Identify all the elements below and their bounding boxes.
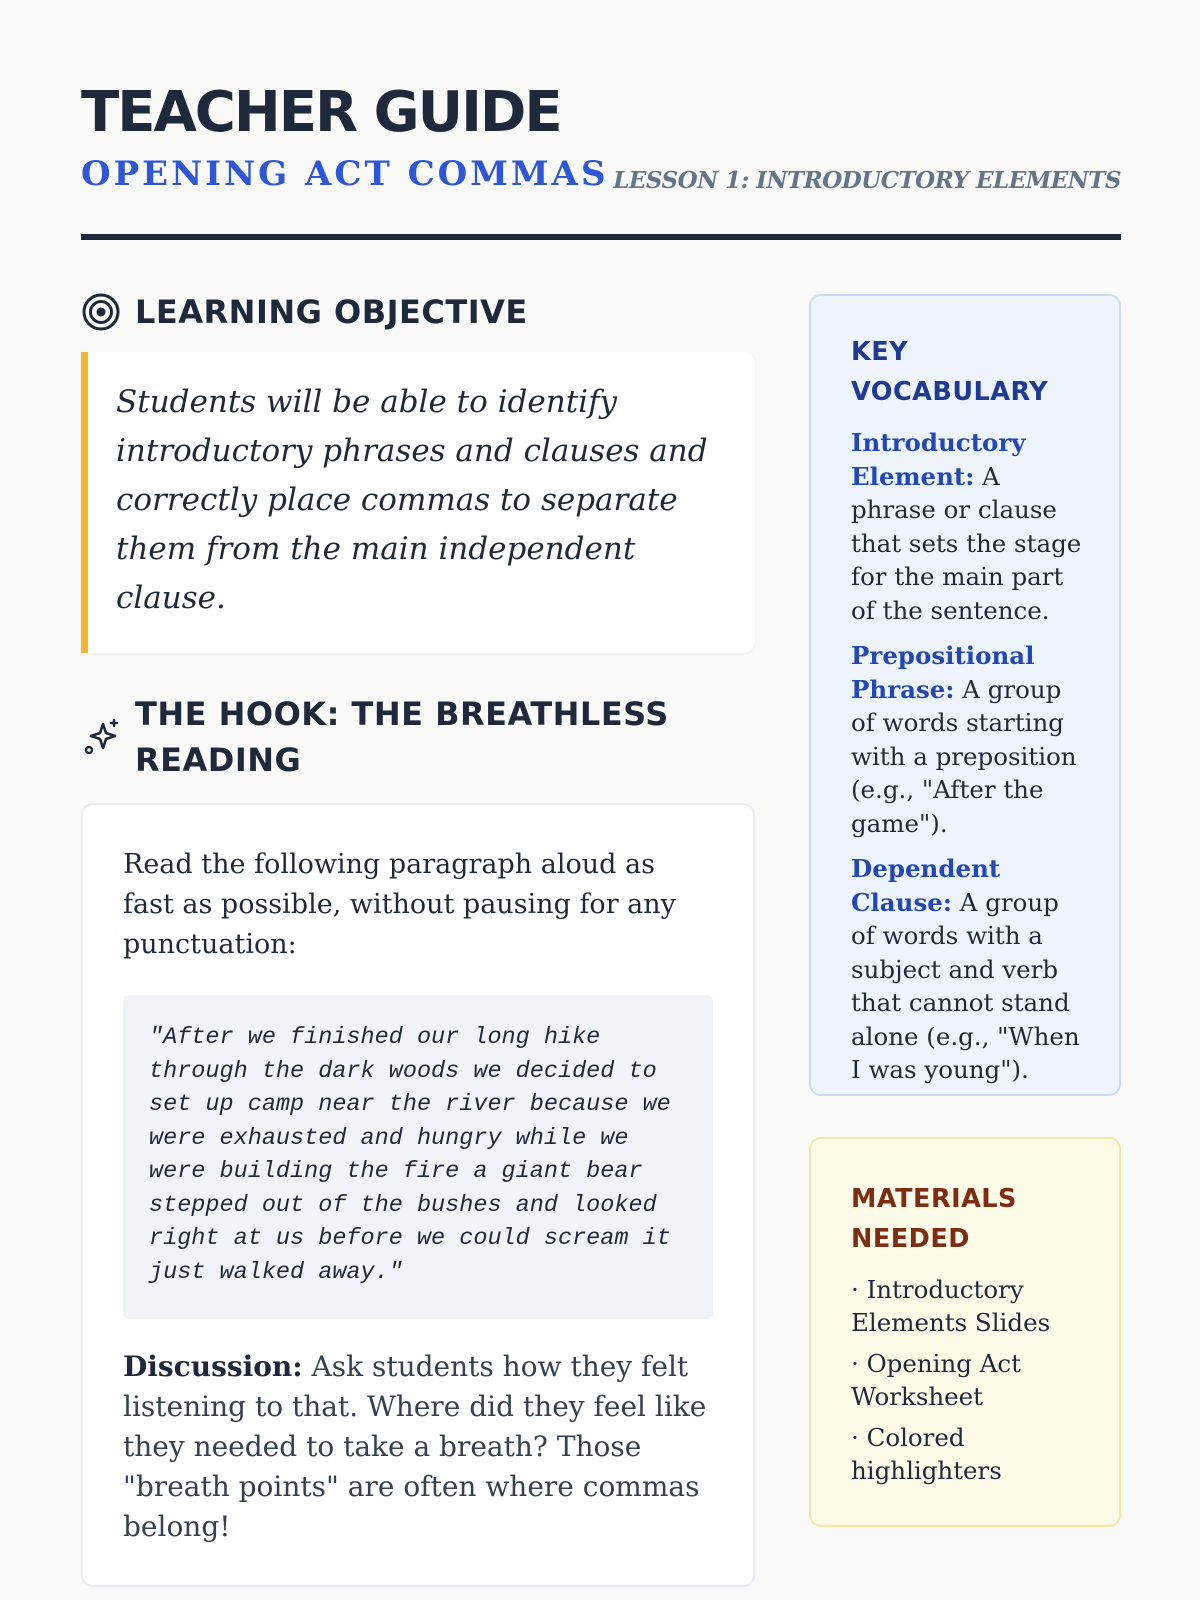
vocabulary-heading: KEY VOCABULARY <box>851 337 1049 407</box>
subtitle-row <box>81 152 1121 212</box>
list-item: · Opening Act Worksheet <box>851 1349 1021 1411</box>
vocab-definition: A group of words starting with a preposition (e.g., "After the game"). <box>851 674 1077 838</box>
main-column <box>81 290 755 1587</box>
vocab-term: Prepositional Phrase: <box>851 641 1035 704</box>
header-divider <box>81 234 1121 240</box>
lesson-label: LESSON 1: INTRODUCTORY ELEMENTS <box>613 167 1121 194</box>
vocab-term: Introductory Element: <box>851 428 1026 491</box>
hook-quote: "After we finished our long hike through the dark woods we decided to set up camp near the river because we were exhausted and hungry while we were building the fire a giant bear stepped out of the bushes and looked right at us before we could scream it just walked away." <box>123 995 713 1319</box>
vocab-definition: A group of words with a subject and verb that cannot stand alone (e.g., "When I was young"). <box>851 887 1080 1084</box>
materials-box <box>809 1137 1121 1527</box>
discussion <box>123 1347 713 1547</box>
vocab-item <box>851 426 1089 627</box>
page-title: TEACHER GUIDE <box>81 80 561 145</box>
page-header <box>81 80 1121 212</box>
materials-list <box>851 1273 1089 1487</box>
target-icon <box>81 292 121 332</box>
objective-box <box>81 352 755 653</box>
vocab-item <box>851 852 1089 1087</box>
list-item: · Colored highlighters <box>851 1423 1002 1485</box>
vocab-item <box>851 639 1089 840</box>
discussion-label: Discussion: <box>123 1350 303 1383</box>
hook-heading-line2: READING <box>135 741 302 779</box>
hook-intro: Read the following paragraph aloud as fast as possible, without pausing for any punctuation: <box>123 849 676 960</box>
sparkle-icon <box>81 717 121 757</box>
page-subtitle: OPENING ACT COMMAS <box>81 154 609 194</box>
hook-card <box>81 803 755 1587</box>
list-item: · Introductory Elements Slides <box>851 1275 1051 1337</box>
objective-text: Students will be able to identify introductory phrases and clauses and correctly place commas to separate them from the main independent clause. <box>116 384 708 616</box>
discussion-text: Ask students how they felt listening to that. Where did they feel like they needed to take a breath? Those "breath points" are often where commas belong! <box>123 1350 707 1543</box>
vocab-definition: A phrase or clause that sets the stage for the main part of the sentence. <box>851 461 1082 625</box>
hook-heading-line1: THE HOOK: THE BREATHLESS <box>135 695 669 733</box>
objective-heading <box>81 290 755 334</box>
vocab-term: Dependent Clause: <box>851 854 1001 917</box>
hook-heading-text <box>135 691 669 783</box>
hook-heading <box>81 691 755 783</box>
vocabulary-box <box>809 294 1121 1096</box>
objective-heading-label: LEARNING OBJECTIVE <box>135 293 528 331</box>
materials-heading: MATERIALS NEEDED <box>851 1184 1017 1254</box>
